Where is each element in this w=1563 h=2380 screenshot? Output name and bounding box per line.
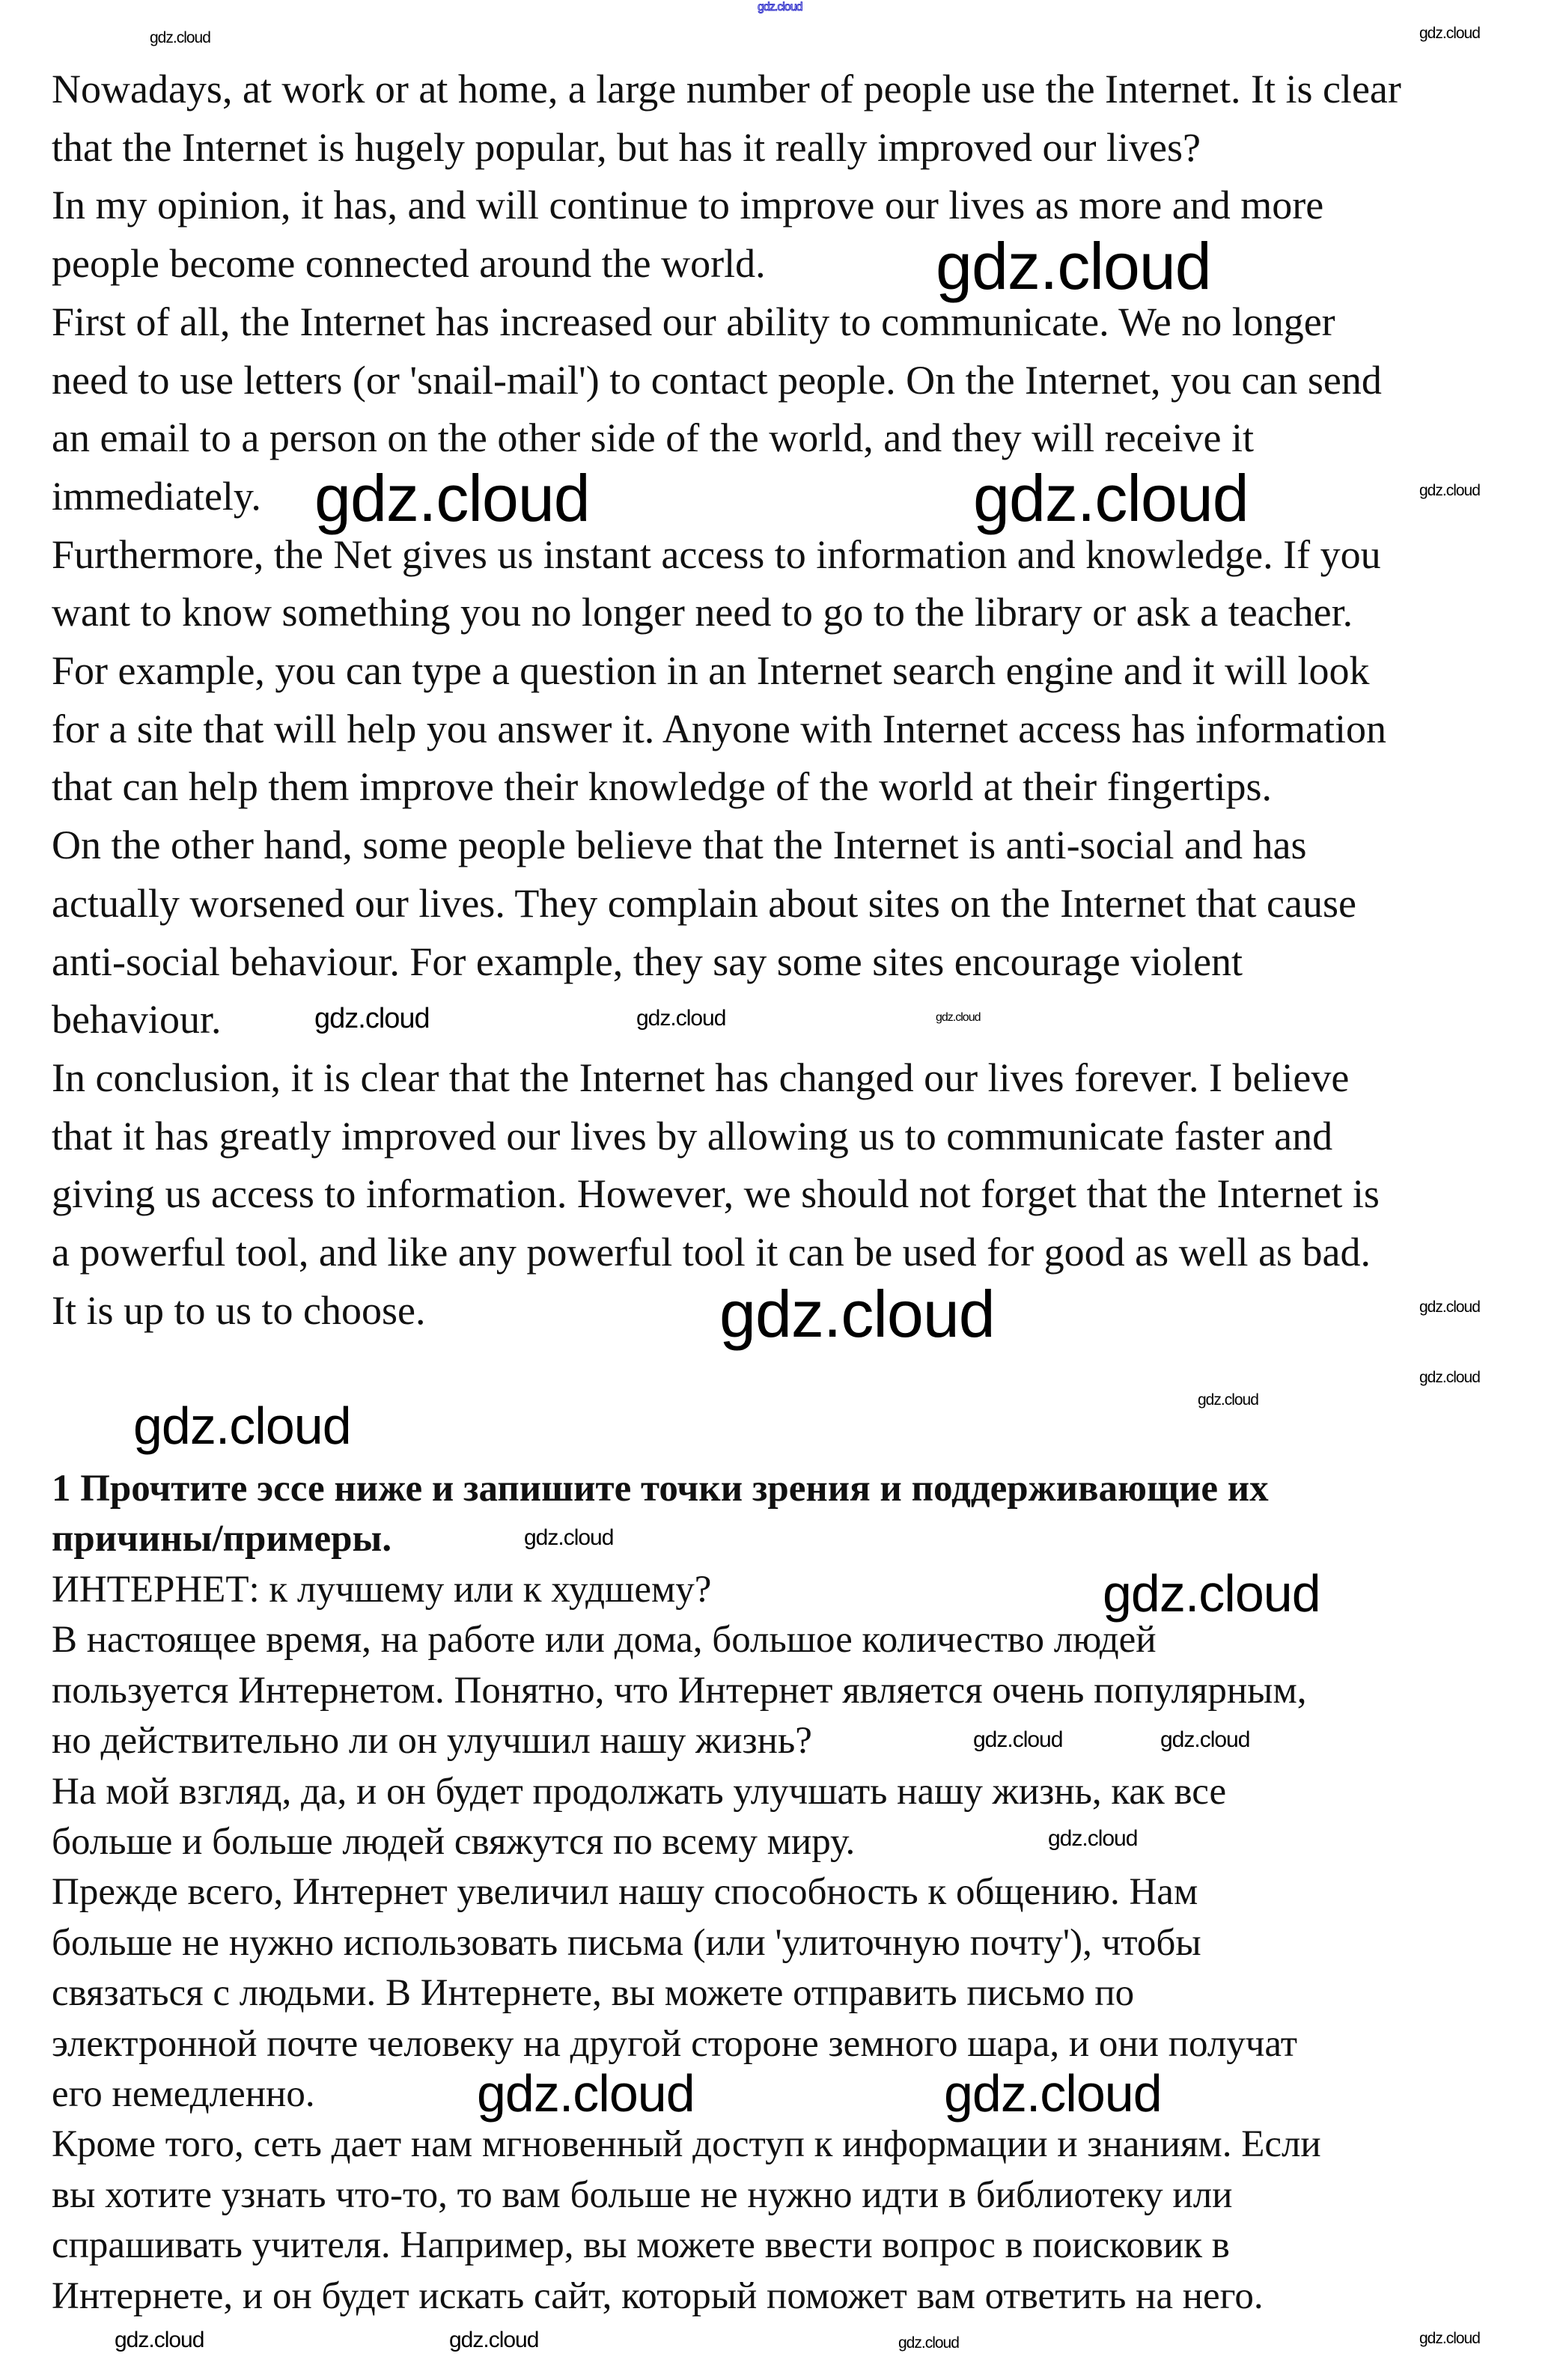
watermark: gdz.cloud	[115, 2328, 204, 2352]
russian-paragraph-line: его немедленно.	[52, 2073, 315, 2115]
english-paragraph-line: giving us access to information. However, we should not forget that the Internet is	[52, 1171, 1380, 1217]
watermark: gdz.cloud	[719, 1277, 995, 1351]
english-paragraph-line: that it has greatly improved our lives by allowing us to communicate faster and	[52, 1113, 1333, 1159]
watermark: gdz.cloud	[1419, 2330, 1480, 2347]
watermark: gdz.cloud	[314, 461, 590, 535]
watermark: gdz.cloud	[1103, 1564, 1320, 1623]
english-paragraph-line: Furthermore, the Net gives us instant access to information and knowledge. If you	[52, 531, 1381, 577]
english-paragraph-line: behaviour.	[52, 997, 222, 1043]
russian-paragraph-line: но действительно ли он улучшил нашу жизнь?	[52, 1720, 812, 1763]
russian-paragraph-line: ИНТЕРНЕТ: к лучшему или к худшему?	[52, 1569, 712, 1611]
watermark: gdz.cloud	[1419, 1299, 1480, 1316]
watermark: gdz.cloud	[449, 2328, 539, 2352]
russian-paragraph-line: На мой взгляд, да, и он будет продолжать улучшать нашу жизнь, как все	[52, 1770, 1227, 1813]
watermark: gdz.cloud	[477, 2064, 695, 2123]
english-paragraph-line: that the Internet is hugely popular, but has it really improved our lives?	[52, 124, 1201, 170]
english-paragraph-line: immediately.	[52, 473, 261, 519]
watermark: gdz.cloud	[524, 1525, 614, 1550]
english-paragraph-line: Nowadays, at work or at home, a large number of people use the Internet. It is clear	[52, 67, 1401, 112]
watermark: gdz.cloud	[314, 1003, 430, 1034]
english-paragraph-line: It is up to us to choose.	[52, 1287, 426, 1333]
english-paragraph-line: First of all, the Internet has increased our ability to communicate. We no longer	[52, 299, 1335, 344]
watermark: gdz.cloud	[936, 229, 1211, 303]
watermark: gdz.cloud	[150, 29, 210, 46]
english-paragraph-line: On the other hand, some people believe that the Internet is anti-social and has	[52, 823, 1307, 868]
english-paragraph-line: anti-social behaviour. For example, they say some sites encourage violent	[52, 939, 1243, 984]
watermark: gdz.cloud	[898, 2334, 959, 2352]
english-paragraph-line: a powerful tool, and like any powerful tool it can be used for good as well as bad.	[52, 1230, 1371, 1275]
russian-paragraph-line: Кроме того, сеть дает нам мгновенный доступ к информации и знаниям. Если	[52, 2123, 1321, 2166]
russian-paragraph-line: связаться с людьми. В Интернете, вы можете отправить письмо по	[52, 1972, 1135, 2015]
watermark: gdz.cloud	[1048, 1826, 1138, 1851]
watermark: gdz.cloud	[1419, 1369, 1480, 1386]
watermark: gdz.cloud	[973, 1727, 1063, 1752]
english-paragraph-line: need to use letters (or 'snail-mail') to contact people. On the Internet, you can send	[52, 357, 1382, 403]
english-paragraph-line: people become connected around the world.	[52, 241, 766, 287]
english-paragraph-line: want to know something you no longer need to go to the library or ask a teacher.	[52, 590, 1353, 635]
watermark: gdz.cloud	[944, 2064, 1162, 2123]
watermark: gdz.cloud	[1419, 25, 1480, 42]
russian-paragraph-line: спрашивать учителя. Например, вы можете ввести вопрос в поисковик в	[52, 2224, 1230, 2267]
russian-paragraph-line: больше и больше людей свяжутся по всему миру.	[52, 1821, 856, 1863]
watermark: gdz.cloud	[758, 1, 802, 13]
russian-paragraph-line: вы хотите узнать что-то, то вам больше не нужно идти в библиотеку или	[52, 2173, 1233, 2216]
english-paragraph-line: for a site that will help you answer it. Anyone with Internet access has information	[52, 706, 1387, 751]
russian-paragraph-line: больше не нужно использовать письма (или 'улиточную почту'), чтобы	[52, 1921, 1201, 1964]
english-paragraph-line: For example, you can type a question in an Internet search engine and it will look	[52, 648, 1370, 693]
russian-paragraph-line: Прежде всего, Интернет увеличил нашу способность к общению. Нам	[52, 1871, 1198, 1914]
watermark: gdz.cloud	[973, 461, 1249, 535]
russian-paragraph-line: пользуется Интернетом. Понятно, что Интернет является очень популярным,	[52, 1669, 1307, 1712]
watermark: gdz.cloud	[133, 1397, 351, 1455]
watermark: gdz.cloud	[636, 1006, 726, 1031]
english-paragraph-line: actually worsened our lives. They complain about sites on the Internet that cause	[52, 880, 1356, 926]
english-paragraph-line: that can help them improve their knowledge of the world at their fingertips.	[52, 764, 1273, 810]
task-heading-line: причины/примеры.	[52, 1518, 392, 1560]
watermark: gdz.cloud	[1160, 1727, 1250, 1752]
watermark: gdz.cloud	[1198, 1391, 1258, 1409]
english-paragraph-line: In conclusion, it is clear that the Internet has changed our lives forever. I believe	[52, 1055, 1350, 1100]
english-paragraph-line: In my opinion, it has, and will continue to improve our lives as more and more	[52, 183, 1324, 228]
task-heading-line: 1 Прочтите эссе ниже и запишите точки зрения и поддерживающие их	[52, 1468, 1269, 1510]
russian-paragraph-line: электронной почте человеку на другой стороне земного шара, и они получат	[52, 2022, 1298, 2065]
russian-paragraph-line: Интернете, и он будет искать сайт, который поможет вам ответить на него.	[52, 2274, 1264, 2317]
watermark: gdz.cloud	[1419, 482, 1480, 499]
watermark: gdz.cloud	[936, 1011, 981, 1024]
english-paragraph-line: an email to a person on the other side of the world, and they will receive it	[52, 415, 1254, 461]
russian-paragraph-line: В настоящее время, на работе или дома, большое количество людей	[52, 1619, 1157, 1662]
